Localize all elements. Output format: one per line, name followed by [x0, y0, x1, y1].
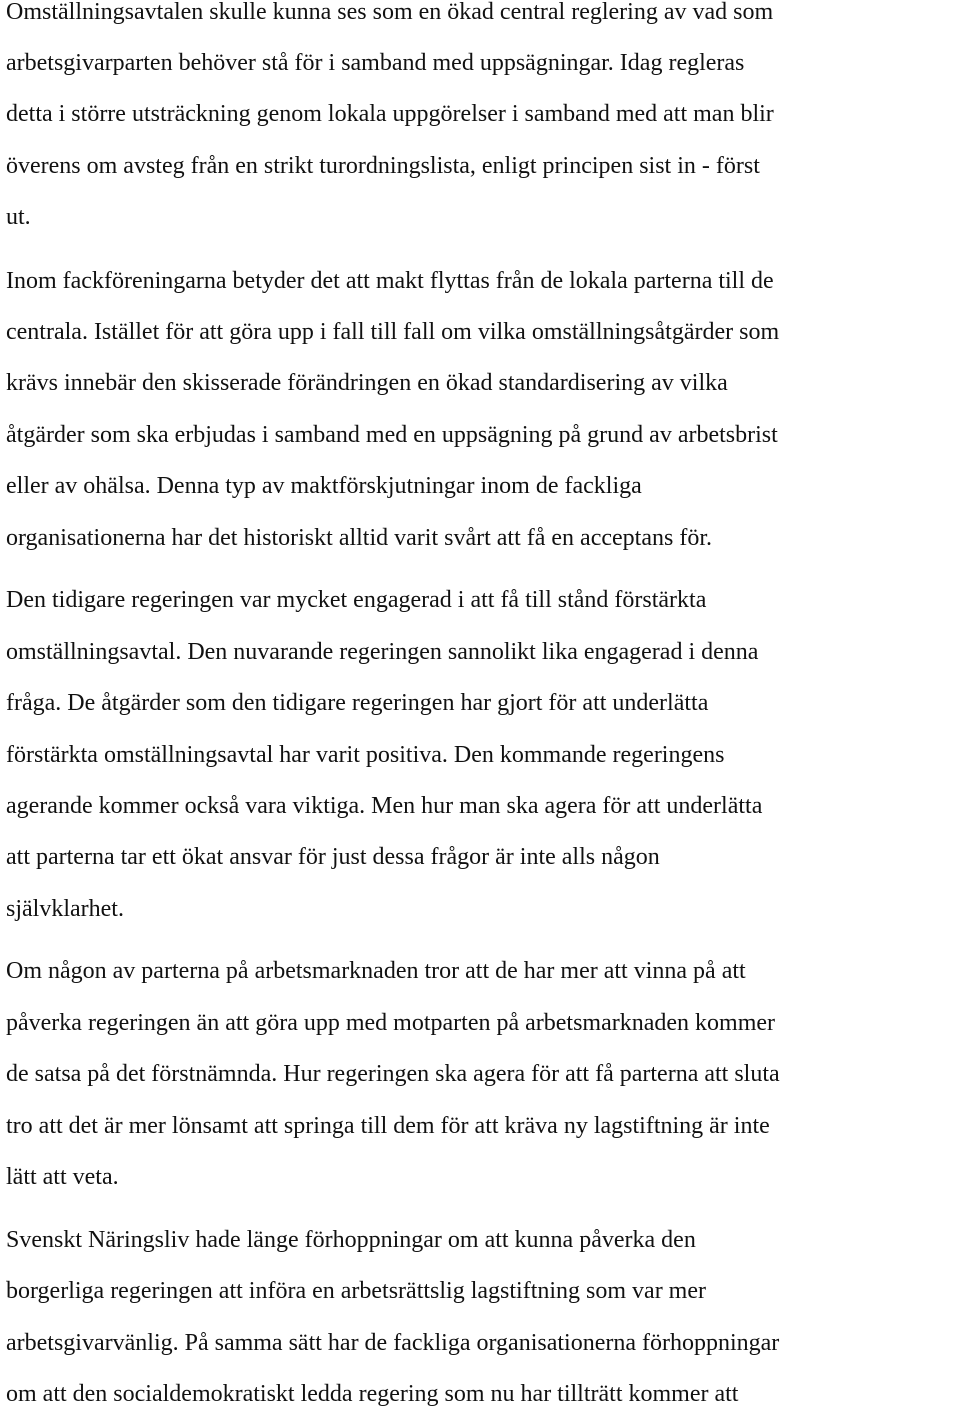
text-line: lätt att veta.: [6, 1164, 119, 1190]
text-line: borgerliga regeringen att införa en arbetsrättslig lagstiftning som var mer: [6, 1278, 706, 1304]
text-line: påverka regeringen än att göra upp med motparten på arbetsmarknaden kommer: [6, 1010, 776, 1036]
text-line: åtgärder som ska erbjudas i samband med en uppsägning på grund av arbetsbrist: [6, 422, 778, 448]
text-line: självklarhet.: [6, 896, 124, 922]
text-line: Den tidigare regeringen var mycket engagerad i att få till stånd förstärkta: [6, 587, 707, 613]
text-line: Inom fackföreningarna betyder det att makt flyttas från de lokala parterna till de: [6, 268, 774, 294]
text-line: detta i större utsträckning genom lokala uppgörelser i samband med att man blir: [6, 101, 774, 127]
text-line: arbetsgivarparten behöver stå för i samband med uppsägningar. Idag regleras: [6, 50, 745, 76]
text-line: fråga. De åtgärder som den tidigare regeringen har gjort för att underlätta: [6, 690, 709, 716]
text-line: att parterna tar ett ökat ansvar för just dessa frågor är inte alls någon: [6, 844, 660, 870]
text-line: Om någon av parterna på arbetsmarknaden tror att de har mer att vinna på att: [6, 958, 746, 984]
text-line: arbetsgivarvänlig. På samma sätt har de fackliga organisationerna förhoppningar: [6, 1330, 780, 1356]
text-line: tro att det är mer lönsamt att springa till dem för att kräva ny lagstiftning är inte: [6, 1113, 770, 1139]
text-line: Omställningsavtalen skulle kunna ses som en ökad central reglering av vad som: [6, 0, 774, 25]
text-line: överens om avsteg från en strikt turordningslista, enligt principen sist in - först: [6, 153, 760, 179]
text-line: eller av ohälsa. Denna typ av maktförskjutningar inom de fackliga: [6, 473, 642, 499]
text-line: de satsa på det förstnämnda. Hur regeringen ska agera för att få parterna att sluta: [6, 1061, 780, 1087]
text-line: Svenskt Näringsliv hade länge förhoppningar om att kunna påverka den: [6, 1227, 696, 1253]
text-line: om att den socialdemokratiskt ledda regering som nu har tillträtt kommer att: [6, 1381, 739, 1407]
text-line: organisationerna har det historiskt alltid varit svårt att få en acceptans för.: [6, 525, 712, 551]
text-line: centrala. Istället för att göra upp i fall till fall om vilka omställningsåtgärder som: [6, 319, 780, 345]
text-line: omställningsavtal. Den nuvarande regeringen sannolikt lika engagerad i denna: [6, 639, 759, 665]
text-line: agerande kommer också vara viktiga. Men hur man ska agera för att underlätta: [6, 793, 763, 819]
text-line: ut.: [6, 204, 31, 230]
text-line: krävs innebär den skisserade förändringen en ökad standardisering av vilka: [6, 370, 728, 396]
text-line: förstärkta omställningsavtal har varit positiva. Den kommande regeringens: [6, 742, 725, 768]
